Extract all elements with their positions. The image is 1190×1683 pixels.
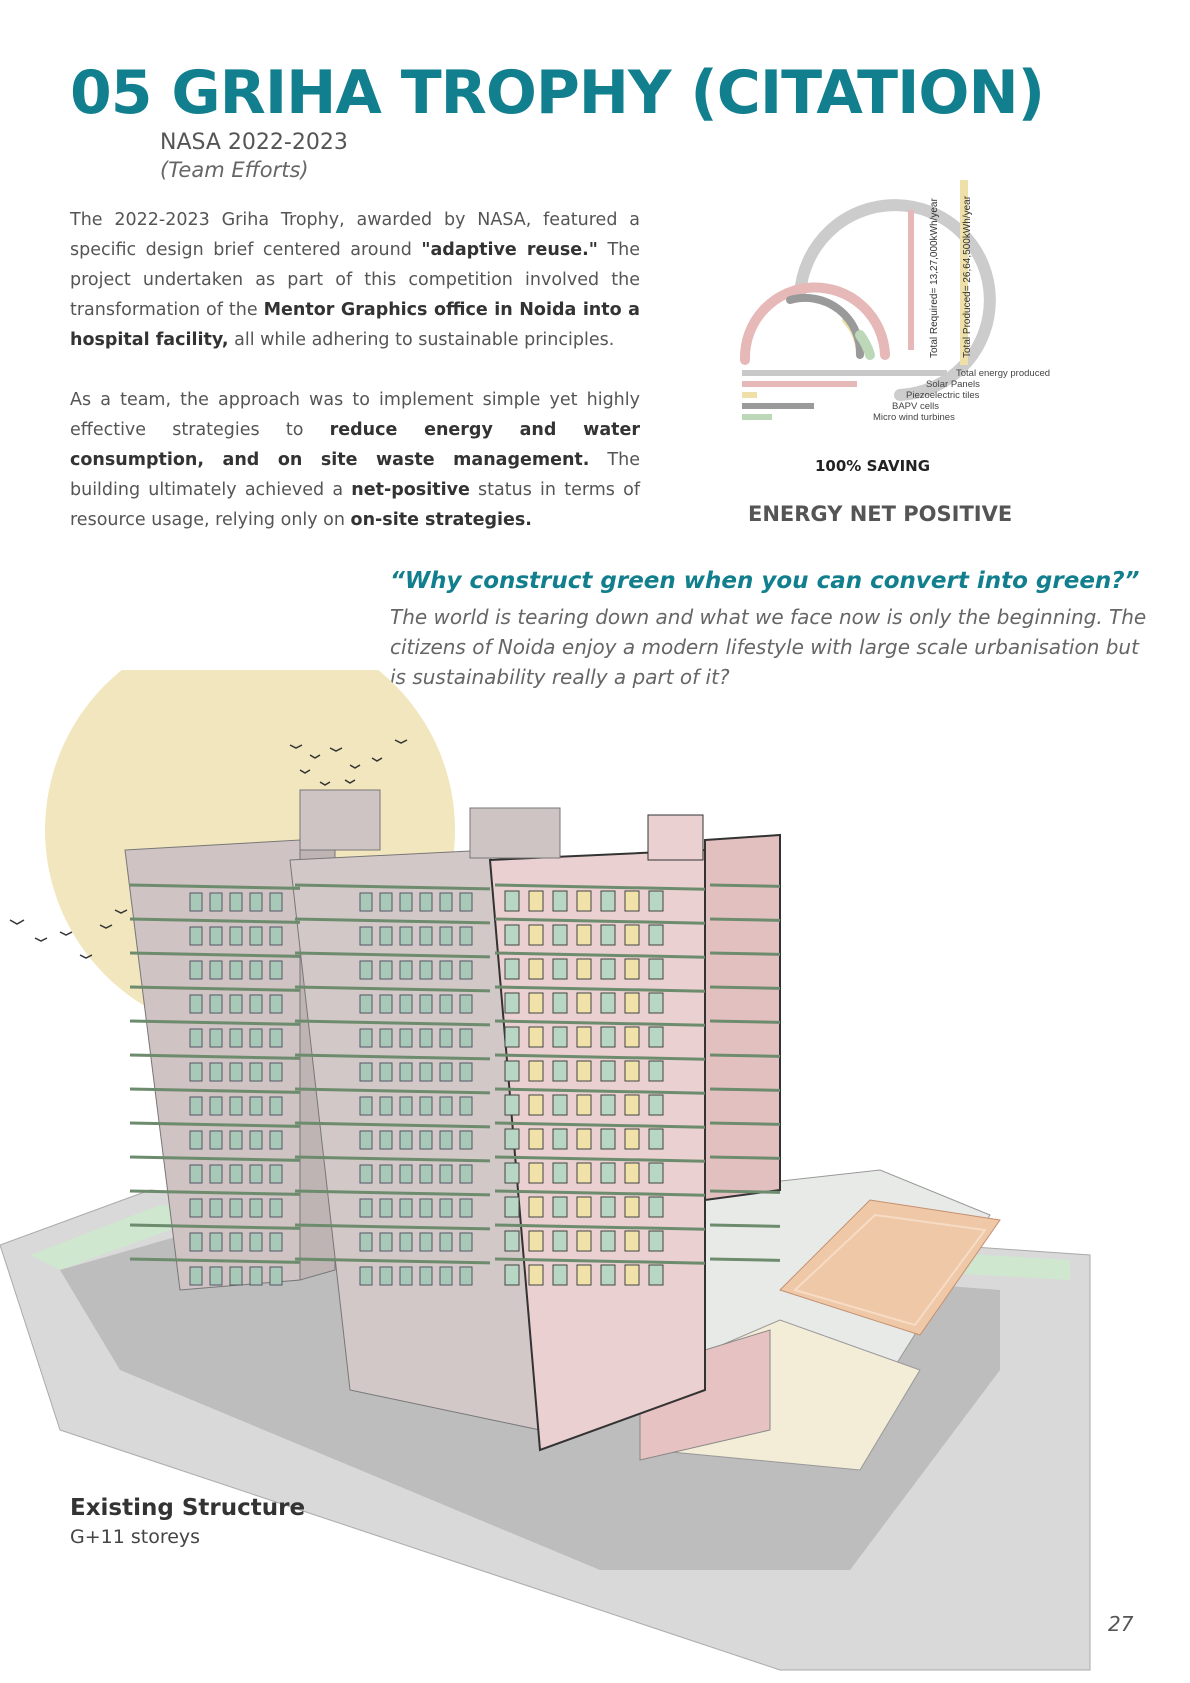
window: [360, 1199, 372, 1217]
window: [360, 1131, 372, 1149]
window: [190, 1097, 202, 1115]
window: [400, 927, 412, 945]
window: [190, 1199, 202, 1217]
quote-headline: “Why construct green when you can convert into green?”: [390, 568, 1140, 594]
window: [529, 959, 543, 979]
window: [649, 1061, 663, 1081]
window: [190, 1029, 202, 1047]
window: [601, 891, 615, 911]
window: [190, 995, 202, 1013]
window: [553, 1027, 567, 1047]
window: [529, 891, 543, 911]
window: [649, 1095, 663, 1115]
window: [210, 961, 222, 979]
window: [400, 961, 412, 979]
window: [210, 1131, 222, 1149]
saving-label: 100% SAVING: [815, 457, 931, 475]
window: [400, 1097, 412, 1115]
window: [380, 1199, 392, 1217]
window: [230, 927, 242, 945]
window: [625, 1095, 639, 1115]
window: [553, 1265, 567, 1285]
window: [380, 1063, 392, 1081]
window: [230, 1165, 242, 1183]
window: [529, 925, 543, 945]
window: [190, 1267, 202, 1285]
window: [400, 1199, 412, 1217]
window: [625, 1129, 639, 1149]
label-total-required: Total Required= 13,27,000kWh/year: [929, 198, 940, 358]
window: [400, 1233, 412, 1251]
window: [529, 1197, 543, 1217]
window: [601, 1095, 615, 1115]
window: [420, 1131, 432, 1149]
window: [400, 1131, 412, 1149]
window: [360, 1097, 372, 1115]
window: [649, 1027, 663, 1047]
window: [440, 1131, 452, 1149]
window: [420, 893, 432, 911]
window: [270, 1165, 282, 1183]
window: [400, 1165, 412, 1183]
window: [190, 893, 202, 911]
window: [440, 1267, 452, 1285]
window: [460, 927, 472, 945]
window: [553, 891, 567, 911]
window: [250, 1029, 262, 1047]
window: [460, 1097, 472, 1115]
legend-bar-solar: [742, 381, 857, 387]
window: [190, 927, 202, 945]
window: [420, 927, 432, 945]
window: [250, 1267, 262, 1285]
window: [230, 1029, 242, 1047]
window: [360, 927, 372, 945]
window: [529, 1163, 543, 1183]
window: [649, 1265, 663, 1285]
window: [380, 927, 392, 945]
window: [601, 1231, 615, 1251]
window: [420, 1063, 432, 1081]
window: [529, 1265, 543, 1285]
window: [649, 959, 663, 979]
legend-bar-wind: [742, 414, 772, 420]
window: [400, 1267, 412, 1285]
window: [400, 1029, 412, 1047]
window: [505, 1265, 519, 1285]
window: [553, 1231, 567, 1251]
window: [649, 891, 663, 911]
window: [553, 1129, 567, 1149]
window: [440, 1097, 452, 1115]
window: [577, 1231, 591, 1251]
window: [625, 1061, 639, 1081]
energy-chart-title: ENERGY NET POSITIVE: [748, 502, 1013, 526]
window: [210, 1097, 222, 1115]
window: [505, 1129, 519, 1149]
label-total-produced: Total Produced= 26,64,500kWh/year: [962, 195, 973, 358]
window: [250, 927, 262, 945]
legend-bar-piezo: [742, 392, 757, 398]
window: [553, 1197, 567, 1217]
window: [420, 961, 432, 979]
window: [420, 1199, 432, 1217]
window: [210, 1029, 222, 1047]
legend-label-total: Total energy produced: [956, 368, 1051, 379]
bar-total-required: [908, 210, 914, 350]
window: [230, 1063, 242, 1081]
window: [360, 1233, 372, 1251]
window: [210, 1165, 222, 1183]
window: [553, 1061, 567, 1081]
caption-title: Existing Structure: [70, 1495, 306, 1521]
window: [420, 1233, 432, 1251]
window: [230, 995, 242, 1013]
window: [460, 1233, 472, 1251]
window: [420, 995, 432, 1013]
window: [230, 1267, 242, 1285]
window: [529, 1061, 543, 1081]
window: [230, 1097, 242, 1115]
window: [460, 893, 472, 911]
window: [190, 1063, 202, 1081]
window: [577, 959, 591, 979]
window: [577, 1027, 591, 1047]
window: [601, 1265, 615, 1285]
window: [505, 1095, 519, 1115]
window: [553, 1163, 567, 1183]
window: [420, 1165, 432, 1183]
window: [230, 1233, 242, 1251]
window: [460, 1199, 472, 1217]
window: [601, 1027, 615, 1047]
window: [440, 1029, 452, 1047]
window: [270, 995, 282, 1013]
rooftop-block-2: [470, 808, 560, 858]
team-note: (Team Efforts): [160, 158, 309, 182]
window: [577, 993, 591, 1013]
window: [210, 1233, 222, 1251]
window: [270, 1233, 282, 1251]
window: [577, 1095, 591, 1115]
window: [529, 1231, 543, 1251]
window: [400, 893, 412, 911]
window: [270, 1267, 282, 1285]
window: [625, 891, 639, 911]
window: [577, 925, 591, 945]
window: [460, 961, 472, 979]
window: [529, 1095, 543, 1115]
window: [529, 1129, 543, 1149]
window: [625, 993, 639, 1013]
window: [360, 961, 372, 979]
window: [190, 1165, 202, 1183]
window: [577, 1163, 591, 1183]
window: [625, 1163, 639, 1183]
window: [601, 1061, 615, 1081]
window: [250, 1199, 262, 1217]
window: [210, 927, 222, 945]
window: [250, 1165, 262, 1183]
window: [270, 1199, 282, 1217]
legend-bar-total: [742, 370, 947, 376]
legend-label-wind: Micro wind turbines: [873, 412, 955, 423]
window: [440, 1199, 452, 1217]
competition-subtitle: NASA 2022-2023: [160, 130, 348, 155]
window: [440, 927, 452, 945]
window: [360, 995, 372, 1013]
window: [505, 925, 519, 945]
window: [649, 1231, 663, 1251]
window: [505, 1163, 519, 1183]
window: [270, 1029, 282, 1047]
window: [250, 961, 262, 979]
window: [250, 1097, 262, 1115]
intro-paragraph: The 2022-2023 Griha Trophy, awarded by NASA, featured a specific design brief centered around "adaptive reuse." The project undertaken as part of this competition involved the transformation of the Mentor Graphics office in Noida into a hospital facility, all while adhering to sustainable principles.: [70, 210, 641, 350]
window: [460, 1165, 472, 1183]
window: [360, 1267, 372, 1285]
window: [210, 1063, 222, 1081]
window: [230, 893, 242, 911]
window: [625, 959, 639, 979]
window: [649, 1129, 663, 1149]
window: [440, 1233, 452, 1251]
window: [380, 893, 392, 911]
window: [601, 1197, 615, 1217]
window: [420, 1029, 432, 1047]
window: [270, 893, 282, 911]
window: [601, 959, 615, 979]
legend-label-bapv: BAPV cells: [892, 401, 939, 412]
window: [553, 993, 567, 1013]
window: [380, 1267, 392, 1285]
window: [190, 961, 202, 979]
window: [380, 1233, 392, 1251]
window: [553, 925, 567, 945]
window: [505, 1061, 519, 1081]
window: [649, 993, 663, 1013]
window: [529, 993, 543, 1013]
stair-tower: [705, 835, 780, 1200]
window: [505, 1027, 519, 1047]
caption-subtitle: G+11 storeys: [70, 1526, 201, 1548]
window: [649, 1197, 663, 1217]
window: [505, 959, 519, 979]
window: [380, 1097, 392, 1115]
window: [230, 1199, 242, 1217]
window: [601, 1163, 615, 1183]
window: [440, 995, 452, 1013]
window: [505, 1197, 519, 1217]
window: [380, 1131, 392, 1149]
window: [625, 925, 639, 945]
window: [250, 995, 262, 1013]
window: [553, 959, 567, 979]
window: [270, 1131, 282, 1149]
window: [270, 1063, 282, 1081]
window: [190, 1131, 202, 1149]
window: [553, 1095, 567, 1115]
window: [460, 1029, 472, 1047]
window: [577, 1061, 591, 1081]
window: [505, 891, 519, 911]
window: [270, 1097, 282, 1115]
window: [577, 1265, 591, 1285]
window: [420, 1267, 432, 1285]
window: [577, 1197, 591, 1217]
rooftop-block-3: [648, 815, 703, 860]
window: [440, 961, 452, 979]
page-number: 27: [1108, 1612, 1134, 1636]
window: [601, 925, 615, 945]
arc-bapv: [790, 298, 860, 355]
window: [270, 927, 282, 945]
window: [230, 961, 242, 979]
window: [577, 1129, 591, 1149]
window: [625, 1197, 639, 1217]
window: [210, 995, 222, 1013]
window: [380, 1165, 392, 1183]
energy-chart: [660, 150, 1100, 490]
window: [270, 961, 282, 979]
window: [440, 1165, 452, 1183]
rooftop-block-1: [300, 790, 380, 850]
window: [420, 1097, 432, 1115]
quote-body: The world is tearing down and what we face now is only the beginning. The citizens of Noida enjoy a modern lifestyle with large scale urbanisation but is sustainability really a part of it?: [390, 605, 1147, 689]
page-title: 05 GRIHA TROPHY (CITATION): [70, 58, 1045, 128]
window: [460, 1131, 472, 1149]
window: [649, 925, 663, 945]
window: [360, 1165, 372, 1183]
window: [190, 1233, 202, 1251]
window: [460, 995, 472, 1013]
window: [400, 995, 412, 1013]
window: [210, 1267, 222, 1285]
window: [440, 1063, 452, 1081]
window: [400, 1063, 412, 1081]
window: [601, 1129, 615, 1149]
window: [360, 1063, 372, 1081]
window: [505, 1231, 519, 1251]
window: [380, 1029, 392, 1047]
window: [210, 893, 222, 911]
window: [230, 1131, 242, 1149]
window: [625, 1265, 639, 1285]
window: [250, 1063, 262, 1081]
window: [360, 893, 372, 911]
window: [250, 893, 262, 911]
legend-bar-bapv: [742, 403, 814, 409]
window: [601, 993, 615, 1013]
window: [380, 995, 392, 1013]
approach-paragraph: As a team, the approach was to implement simple yet highly effective strategies to reduce energy and water consumption, and on site waste management. The building ultimately achieved a net-positive status in terms of resource usage, relying only on on-site strategies.: [70, 390, 640, 530]
window: [210, 1199, 222, 1217]
legend-label-solar: Solar Panels: [926, 379, 980, 390]
window: [529, 1027, 543, 1047]
window: [460, 1267, 472, 1285]
window: [505, 993, 519, 1013]
window: [460, 1063, 472, 1081]
window: [625, 1027, 639, 1047]
window: [250, 1131, 262, 1149]
window: [577, 891, 591, 911]
legend-label-piezo: Piezoelectric tiles: [906, 390, 980, 401]
window: [250, 1233, 262, 1251]
window: [380, 961, 392, 979]
window: [360, 1029, 372, 1047]
window: [649, 1163, 663, 1183]
window: [440, 893, 452, 911]
window: [625, 1231, 639, 1251]
